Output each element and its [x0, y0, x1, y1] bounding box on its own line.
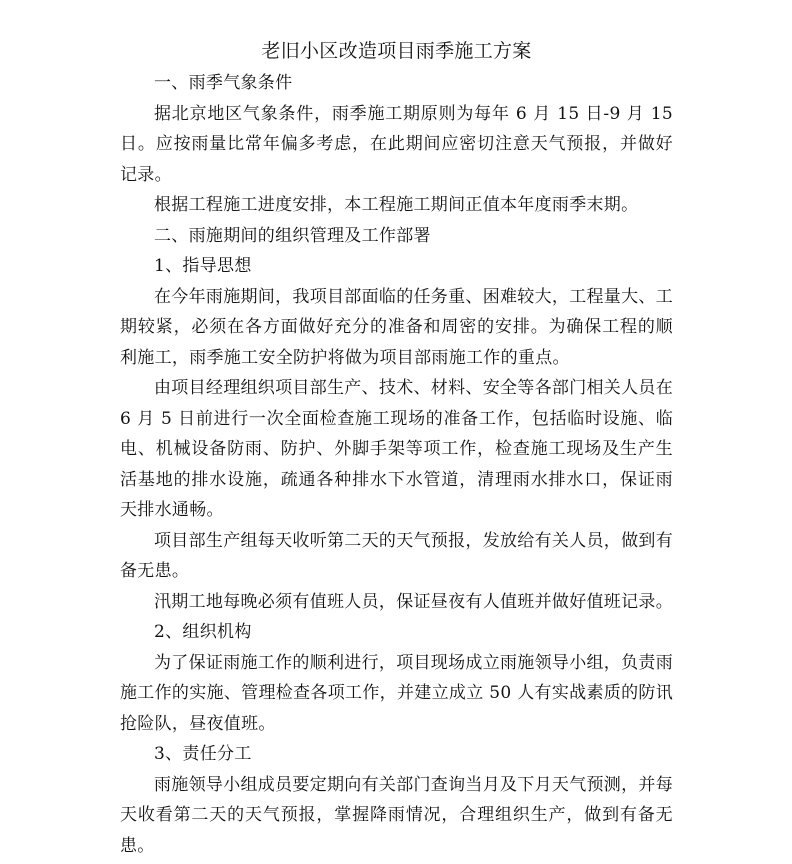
paragraph-inspection: 由项目经理组织项目部生产、技术、材料、安全等各部门相关人员在 6 月 5 日前进行一次全面检查施工现场的准备工作，包括临时设施、临电、机械设备防雨、防护、外脚手架等项工作，检查施工现场及生产生活基地的排水设施，疏通各种排水下水管道，清理雨水排水口，保证雨天排水通畅。 [120, 378, 673, 520]
section-heading-organization: 二、雨施期间的组织管理及工作部署 [154, 225, 431, 246]
document-page [120, 34, 673, 861]
paragraph-duty: 汛期工地每晚必须有值班人员，保证昼夜有人值班并做好值班记录。 [154, 591, 673, 612]
subheading-responsibilities: 3、责任分工 [154, 744, 252, 764]
paragraph-responsibilities: 雨施领导小组成员要定期向有关部门查询当月及下月天气预测，并每天收看第二天的天气预报，掌握降雨情况，合理组织生产，做到有备无患。 [120, 774, 673, 856]
subheading-guiding-thought: 1、指导思想 [154, 256, 252, 276]
section-heading-weather: 一、雨季气象条件 [154, 73, 293, 93]
subheading-organization-structure: 2、组织机构 [154, 622, 252, 642]
paragraph-forecast: 项目部生产组每天收听第二天的天气预报，发放给有关人员，做到有备无患。 [120, 530, 673, 581]
document-title: 老旧小区改造项目雨季施工方案 [261, 40, 532, 62]
paragraph-leadership-group: 为了保证雨施工作的顺利进行，项目现场成立雨施领导小组，负责雨施工作的实施、管理检查各项工作，并建立成立 50 人有实战素质的防讯抢险队，昼夜值班。 [120, 652, 673, 734]
paragraph-weather-period: 据北京地区气象条件，雨季施工期原则为每年 6 月 15 日-9 月 15 日。应按雨量比常年偏多考虑，在此期间应密切注意天气预报，并做好记录。 [120, 103, 673, 185]
paragraph-guiding-thought: 在今年雨施期间，我项目部面临的任务重、困难较大，工程量大、工期较紧，必须在各方面做好充分的准备和周密的安排。为确保工程的顺利施工，雨季施工安全防护将做为项目部雨施工作的重点。 [120, 286, 673, 368]
paragraph-schedule: 根据工程施工进度安排，本工程施工期间正值本年度雨季末期。 [154, 195, 639, 215]
